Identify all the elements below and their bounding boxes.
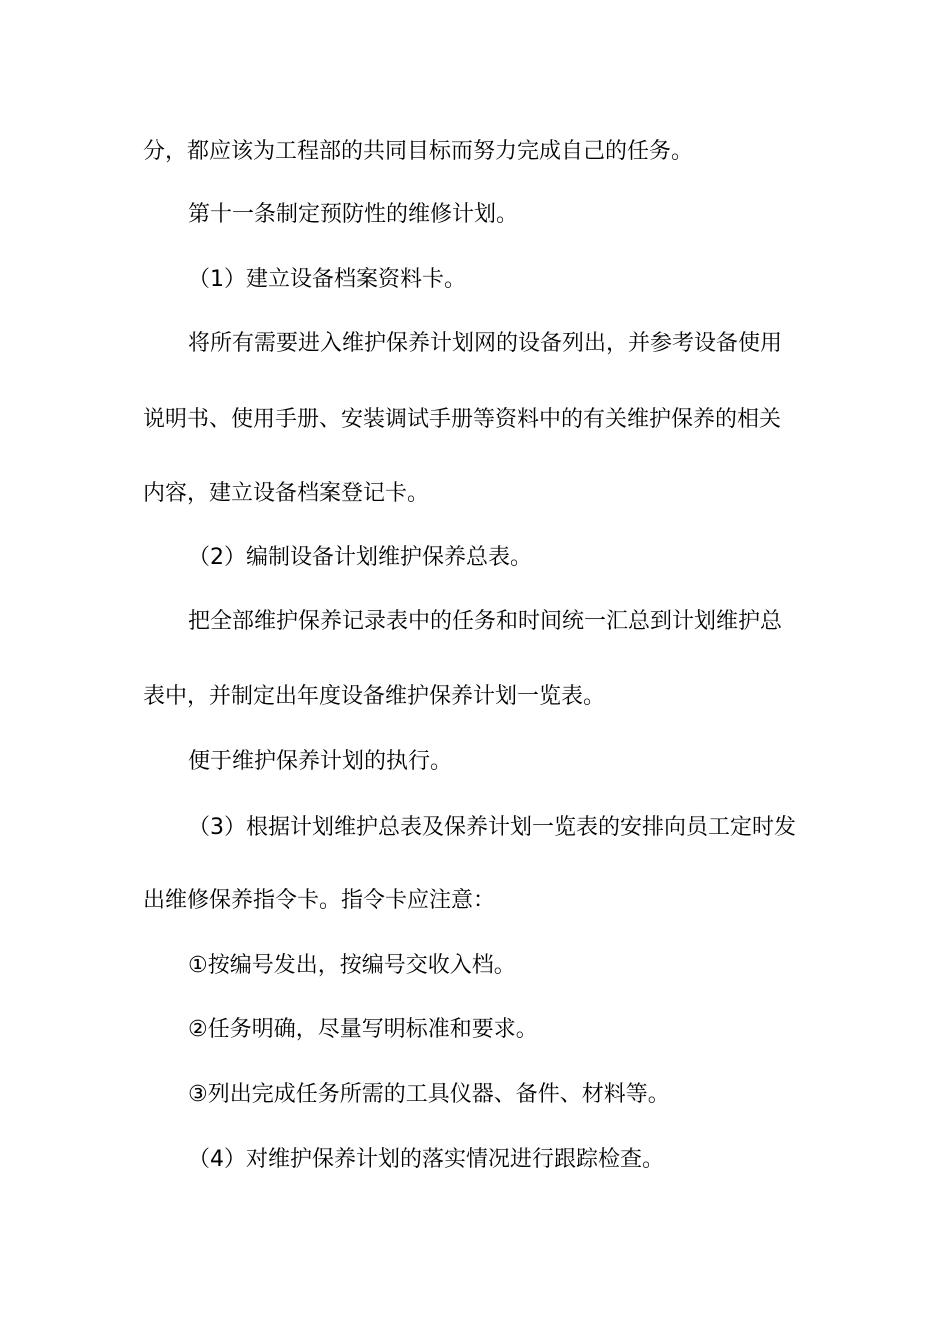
item-1-body-line-3: 内容，建立设备档案登记卡。 [143, 481, 430, 506]
item-2-heading: （2）编制设备计划维护保养总表。 [188, 545, 532, 570]
paragraph-continuation-line: 分，都应该为工程部的共同目标而努力完成自己的任务。 [143, 139, 694, 164]
item-3-heading-line-2: 出维修保养指令卡。指令卡应注意： [143, 888, 496, 913]
item-1-heading: （1）建立设备档案资料卡。 [188, 267, 466, 292]
article-eleven-heading: 第十一条制定预防性的维修计划。 [188, 202, 519, 227]
item-1-body-line-2: 说明书、使用手册、安装调试手册等资料中的有关维护保养的相关 [143, 407, 782, 432]
item-2-body-line-3: 便于维护保养计划的执行。 [188, 749, 453, 774]
item-2-body-line-1: 把全部维护保养记录表中的任务和时间统一汇总到计划维护总 [188, 609, 783, 634]
note-3: ③列出完成任务所需的工具仪器、备件、材料等。 [188, 1082, 670, 1107]
item-3-heading-line-1: （3）根据计划维护总表及保养计划一览表的安排向员工定时发 [188, 815, 796, 840]
item-2-body-line-2: 表中，并制定出年度设备维护保养计划一览表。 [143, 684, 606, 709]
note-2: ②任务明确，尽量写明标准和要求。 [188, 1017, 538, 1042]
note-1: ①按编号发出，按编号交收入档。 [188, 953, 516, 978]
item-1-body-line-1: 将所有需要进入维护保养计划网的设备列出，并参考设备使用 [188, 331, 783, 356]
item-4-heading: （4）对维护保养计划的落实情况进行跟踪检查。 [188, 1147, 664, 1172]
